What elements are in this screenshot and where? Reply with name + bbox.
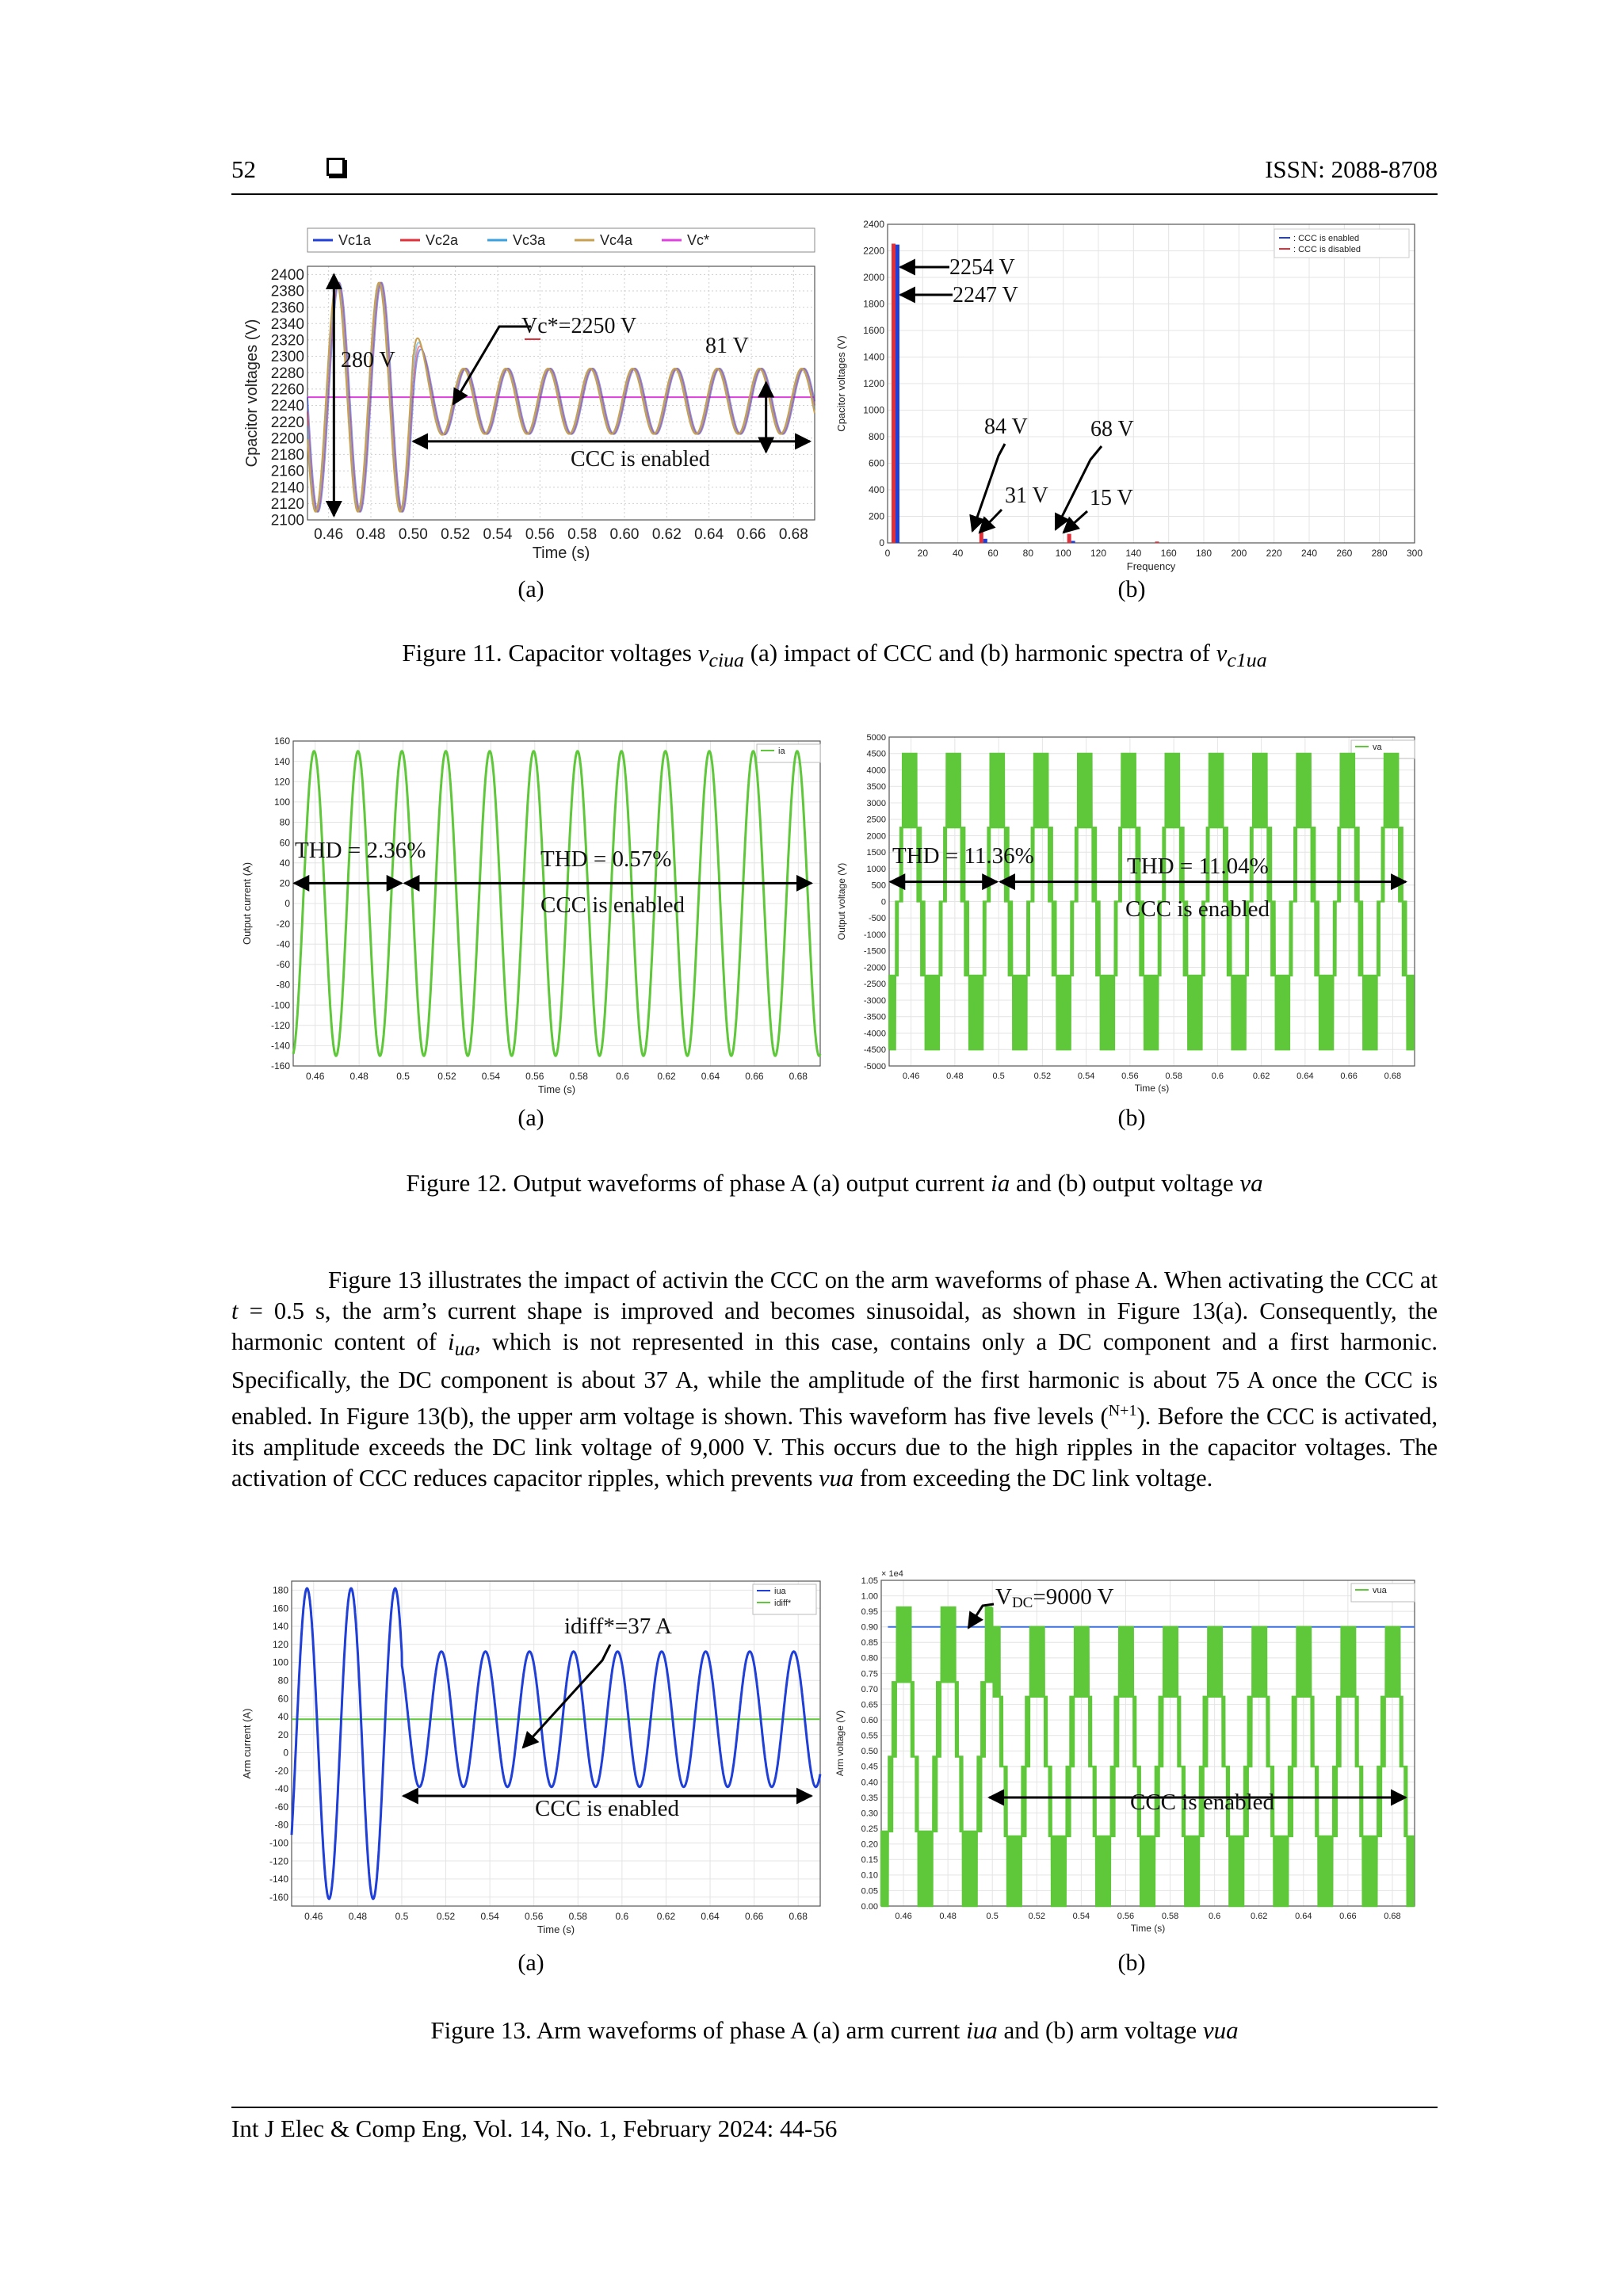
x-tick-label: 0.68: [1384, 1072, 1402, 1081]
x-tick-label: 0.68: [778, 526, 808, 543]
x-tick-label: 0.62: [1252, 1072, 1270, 1081]
legend-label: Vc4a: [600, 232, 633, 248]
label-68: 68 V: [1090, 417, 1134, 441]
ccc-enabled-label: CCC is enabled: [535, 1796, 680, 1821]
x-tick-label: 0.48: [946, 1072, 964, 1081]
ccc-enabled-label: CCC is enabled: [540, 892, 685, 918]
y-axis-label: Output current (A): [241, 861, 253, 946]
x-tick-label: 0.5: [396, 1071, 410, 1082]
x-tick-label: 180: [1195, 548, 1212, 559]
y-tick-label: 800: [868, 431, 884, 443]
footer-rule: [231, 2107, 1438, 2108]
bar-disabled: [892, 243, 896, 543]
x-tick-label: 0.48: [356, 526, 386, 543]
page-number: 52: [231, 155, 256, 183]
legend-box: [307, 228, 815, 252]
x-tick-label: 0.5: [992, 1072, 1005, 1081]
x-tick-label: 0.46: [314, 526, 344, 543]
x-tick-label: 0.52: [441, 526, 471, 543]
y-tick-label: 2340: [270, 315, 304, 333]
x-tick-label: 20: [917, 548, 929, 559]
figure-12b-chart: [832, 729, 1423, 1098]
label-31: 31 V: [1005, 483, 1048, 508]
y-tick-label: -4000: [863, 1029, 886, 1039]
x-tick-label: 0.68: [1384, 1912, 1401, 1921]
x-tick-label: 0.66: [1339, 1912, 1357, 1921]
x-tick-label: 0.66: [745, 1071, 764, 1082]
figure-13a-label: (a): [517, 1950, 544, 1976]
y-tick-label: 0.45: [861, 1762, 878, 1772]
x-tick-label: 0.52: [436, 1911, 456, 1922]
x-tick-label: 0.56: [1121, 1072, 1139, 1081]
y-tick-label: 2100: [270, 512, 304, 529]
x-tick-label: 0.6: [616, 1071, 629, 1082]
legend-box: [757, 744, 820, 762]
y-tick-label: 0.35: [861, 1793, 878, 1803]
y-tick-label: -3000: [863, 995, 886, 1006]
x-tick-label: 0.54: [481, 1071, 501, 1082]
body-paragraph: Figure 13 illustrates the impact of activin the CCC on the arm waveforms of phase A. When activating the CCC at t = 0.5 s, the arm’s current shape is improved and becomes sinusoidal, as shown in Figure 13(a). Consequently, the harmonic content of $i_{ua}$, which is not represented in this case, contains only a DC component and a first harmonic. Specifically, the DC component is about 37 A, while the amplitude of the first harmonic is about 75 A once the CCC is enabled. In Figure 13(b), the upper arm voltage is shown. This waveform has five levels ($^{N+1}$). Before the CCC is activated, its amplitude exceeds the DC link voltage of 9,000 V. This occurs due to the high ripples in the capacitor voltages. The activation of CCC reduces capacitor ripples, which prevents vua from exceeding the DC link voltage.: [231, 1266, 1438, 1492]
y-tick-label: 4000: [866, 766, 886, 776]
legend-label: vua: [1373, 1585, 1387, 1595]
legend-label: va: [1373, 742, 1382, 752]
y-tick-label: 200: [868, 510, 884, 522]
x-tick-label: 0.62: [1250, 1912, 1268, 1921]
y-tick-label: 4500: [866, 749, 886, 759]
x-tick-label: 40: [952, 548, 964, 559]
y-tick-label: 40: [279, 857, 290, 869]
y-tick-label: 1.00: [861, 1591, 878, 1602]
legend-label: Vc2a: [426, 232, 459, 248]
y-tick-label: 0: [283, 1747, 288, 1759]
y-tick-label: 140: [272, 1621, 288, 1633]
square-bullet-icon: [327, 158, 345, 176]
legend-label: idiff*: [774, 1598, 792, 1608]
vdc-label-v: V: [995, 1584, 1012, 1610]
figure-11b-chart: [832, 218, 1423, 571]
y-tick-label: 2200: [863, 245, 884, 257]
figure-11a-label: (a): [517, 576, 544, 602]
figure-11b-label: (b): [1117, 576, 1146, 602]
legend-label: : CCC is disabled: [1293, 245, 1361, 254]
y-tick-label: 2140: [270, 479, 304, 497]
legend-label: Vc3a: [513, 232, 546, 248]
y-tick-label: 2000: [866, 831, 886, 842]
figure-12a-chart: [238, 733, 824, 1098]
y-axis-label: Cpacitor voltages (V): [835, 335, 847, 432]
y-tick-label: -2500: [863, 980, 886, 990]
x-tick-label: 0.5: [986, 1912, 999, 1921]
x-tick-label: 240: [1300, 548, 1318, 559]
y-tick-label: 400: [868, 484, 884, 496]
y-tick-label: 0: [880, 897, 886, 907]
y-tick-label: 0.50: [861, 1747, 878, 1757]
x-tick-label: 0.62: [656, 1911, 676, 1922]
x-tick-label: 80: [1022, 548, 1034, 559]
y-tick-label: -100: [270, 999, 290, 1011]
x-axis-label: Frequency: [1126, 560, 1176, 572]
thd-after-label: THD = 11.04%: [1127, 854, 1269, 879]
y-tick-label: 40: [277, 1711, 288, 1723]
figure-12b-label: (b): [1117, 1105, 1146, 1131]
y-tick-label: -20: [276, 918, 290, 930]
x-tick-label: 0.58: [569, 1071, 588, 1082]
label-84: 84 V: [984, 415, 1028, 439]
x-tick-label: 0.68: [789, 1071, 808, 1082]
vdc-label-value: =9000 V: [1033, 1584, 1114, 1610]
y-tick-label: 0: [879, 537, 884, 549]
y-tick-label: -100: [269, 1837, 288, 1849]
x-tick-label: 220: [1266, 548, 1282, 559]
y-tick-label: -140: [269, 1874, 288, 1885]
label-2247: 2247 V: [953, 283, 1018, 308]
y-tick-label: 2400: [270, 266, 304, 284]
x-axis-label: Time (s): [537, 1924, 575, 1935]
x-tick-label: 300: [1406, 548, 1423, 559]
ccc-enabled-label: CCC is enabled: [571, 447, 710, 472]
y-tick-label: -3500: [863, 1012, 886, 1022]
x-tick-label: 0.48: [348, 1911, 368, 1922]
x-tick-label: 260: [1336, 548, 1353, 559]
figure-11a-chart: [238, 222, 824, 571]
y-tick-label: -160: [270, 1060, 290, 1072]
y-tick-label: -500: [868, 914, 886, 924]
x-tick-label: 0.64: [1295, 1912, 1312, 1921]
y-tick-label: -80: [274, 1819, 288, 1831]
x-axis-label: Time (s): [532, 544, 590, 562]
y-tick-label: 160: [272, 1603, 288, 1614]
x-tick-label: 0.64: [701, 1071, 720, 1082]
y-tick-label: 2260: [270, 381, 304, 399]
x-axis-label: Time (s): [1130, 1923, 1166, 1934]
x-tick-label: 0.56: [1117, 1912, 1135, 1921]
y-tick-label: -60: [274, 1801, 288, 1813]
y-tick-label: 1200: [863, 378, 884, 390]
y-tick-label: -80: [276, 979, 290, 991]
x-axis-label: Time (s): [537, 1083, 576, 1095]
thd-before-label: THD = 2.36%: [295, 838, 426, 863]
y-tick-label: 2240: [270, 398, 304, 415]
issn: ISSN: 2088-8708: [1265, 155, 1438, 183]
y-tick-label: 0.80: [861, 1653, 878, 1664]
reference-label: Vc*=2250 V: [521, 314, 637, 338]
ripple-before-label: 280 V: [341, 348, 395, 372]
header-rule: [231, 193, 1438, 195]
legend-label: iua: [774, 1586, 786, 1596]
y-axis-label: Arm current (A): [241, 1708, 253, 1779]
footer-citation: Int J Elec & Comp Eng, Vol. 14, No. 1, February 2024: 44-56: [231, 2115, 838, 2142]
bar-enabled: [1071, 541, 1075, 543]
y-tick-label: 2400: [863, 219, 884, 231]
y-tick-label: 0.95: [861, 1606, 878, 1617]
y-tick-label: 0.85: [861, 1638, 878, 1648]
x-tick-label: 200: [1231, 548, 1247, 559]
y-tick-label: 0.60: [861, 1715, 878, 1725]
y-tick-label: -120: [269, 1855, 288, 1867]
figure-11-caption: Figure 11. Capacitor voltages $v_{ciua}$ (a) impact of CCC and (b) harmonic spectra of $v_{c1ua}$: [402, 639, 1267, 672]
x-tick-label: 0.58: [1161, 1912, 1179, 1921]
vdc-label-sub: DC: [1011, 1595, 1033, 1611]
x-tick-label: 0.66: [744, 1911, 764, 1922]
y-tick-label: 0.55: [861, 1731, 878, 1741]
idiff-label: idiff*=37 A: [564, 1614, 672, 1639]
y-scale-label: × 1e4: [881, 1569, 903, 1579]
y-tick-label: 2120: [270, 496, 304, 514]
y-tick-label: 0.00: [861, 1901, 878, 1912]
y-tick-label: -4500: [863, 1045, 886, 1056]
y-tick-label: -120: [270, 1019, 290, 1031]
x-tick-label: 0.56: [525, 1071, 544, 1082]
y-tick-label: -60: [276, 959, 290, 971]
y-tick-label: 100: [273, 797, 290, 808]
y-tick-label: 5000: [866, 732, 886, 743]
y-tick-label: 160: [273, 735, 290, 747]
bar-enabled: [896, 245, 899, 543]
y-tick-label: 0.20: [861, 1839, 878, 1850]
y-tick-label: -40: [274, 1783, 288, 1795]
y-tick-label: 80: [277, 1675, 288, 1687]
bar-disabled: [1155, 541, 1159, 543]
y-axis-label: Output voltage (V): [836, 862, 847, 941]
y-tick-label: 120: [272, 1638, 288, 1650]
legend-label: Vc*: [687, 232, 710, 248]
x-tick-label: 0.6: [615, 1911, 629, 1922]
x-tick-label: 0.62: [657, 1071, 676, 1082]
legend-label: ia: [778, 746, 785, 756]
label-15: 15 V: [1090, 486, 1133, 510]
y-tick-label: 1800: [863, 298, 884, 310]
x-tick-label: 0.46: [895, 1912, 912, 1921]
x-tick-label: 0.52: [437, 1071, 456, 1082]
x-tick-label: 0.58: [568, 1911, 587, 1922]
y-axis-label: Cpacitor voltages (V): [243, 319, 261, 468]
x-tick-label: 0.46: [902, 1072, 920, 1081]
x-tick-label: 0.56: [525, 526, 555, 543]
figure-13a-chart: [238, 1573, 824, 1938]
y-tick-label: 2200: [270, 430, 304, 448]
x-tick-label: 0.58: [1165, 1072, 1182, 1081]
x-tick-label: 0.46: [306, 1071, 325, 1082]
y-tick-label: 2360: [270, 300, 304, 317]
y-tick-label: 0: [285, 898, 290, 910]
y-tick-label: 0.40: [861, 1778, 878, 1788]
x-tick-label: 0.64: [701, 1911, 720, 1922]
figure-13b-label: (b): [1117, 1950, 1146, 1976]
y-tick-label: -1000: [863, 930, 886, 940]
y-tick-label: 3500: [866, 782, 886, 793]
y-tick-label: 20: [279, 877, 290, 889]
x-tick-label: 0.64: [1296, 1072, 1314, 1081]
y-tick-label: 0.90: [861, 1622, 878, 1633]
y-tick-label: 140: [273, 755, 290, 767]
y-tick-label: 100: [272, 1656, 288, 1668]
x-tick-label: 0.54: [483, 526, 513, 543]
y-tick-label: 2220: [270, 414, 304, 431]
thd-before-label: THD = 11.36%: [892, 843, 1034, 869]
x-tick-label: 0.62: [651, 526, 682, 543]
y-tick-label: 0.15: [861, 1855, 878, 1866]
legend-box: [1351, 740, 1415, 758]
x-tick-label: 140: [1125, 548, 1142, 559]
x-tick-label: 0.46: [304, 1911, 323, 1922]
x-tick-label: 0.50: [398, 526, 428, 543]
y-tick-label: 180: [272, 1584, 288, 1596]
label-2254: 2254 V: [949, 255, 1015, 280]
y-tick-label: 60: [277, 1693, 288, 1705]
y-tick-label: 2000: [863, 272, 884, 284]
y-tick-label: 0.25: [861, 1824, 878, 1834]
x-tick-label: 0.52: [1028, 1912, 1046, 1921]
y-tick-label: 20: [277, 1729, 288, 1740]
y-tick-label: 2280: [270, 365, 304, 382]
x-tick-label: 0.66: [1340, 1072, 1358, 1081]
y-tick-label: 0.70: [861, 1684, 878, 1694]
y-tick-label: 1400: [863, 351, 884, 363]
y-tick-label: 1000: [866, 864, 886, 874]
ripple-after-label: 81 V: [705, 334, 749, 358]
x-tick-label: 0.56: [525, 1911, 544, 1922]
x-axis-label: Time (s): [1134, 1083, 1170, 1094]
x-tick-label: 0: [884, 548, 891, 559]
figure-13-caption: Figure 13. Arm waveforms of phase A (a) arm current iua and (b) arm voltage vua: [430, 2016, 1239, 2044]
y-tick-label: -1500: [863, 946, 886, 957]
figure-12a-label: (a): [517, 1105, 544, 1131]
y-tick-label: 600: [868, 457, 884, 469]
y-tick-label: 2320: [270, 332, 304, 350]
y-tick-label: 0.30: [861, 1809, 878, 1819]
ccc-enabled-label: CCC is enabled: [1130, 1790, 1275, 1815]
y-tick-label: 3000: [866, 798, 886, 808]
x-tick-label: 0.54: [480, 1911, 499, 1922]
figure-13b-chart: [832, 1569, 1423, 1938]
y-tick-label: -2000: [863, 963, 886, 973]
y-tick-label: 1000: [863, 404, 884, 416]
x-tick-label: 0.48: [939, 1912, 957, 1921]
x-tick-label: 160: [1160, 548, 1177, 559]
y-tick-label: -20: [274, 1765, 288, 1777]
y-tick-label: 0.75: [861, 1669, 878, 1679]
x-tick-label: 0.54: [1077, 1072, 1095, 1081]
x-tick-label: 60: [987, 548, 999, 559]
x-tick-label: 0.58: [567, 526, 598, 543]
y-tick-label: 1600: [863, 325, 884, 337]
x-tick-label: 100: [1055, 548, 1071, 559]
y-tick-label: -5000: [863, 1061, 886, 1072]
y-tick-label: 2380: [270, 283, 304, 300]
x-tick-label: 0.64: [694, 526, 724, 543]
y-tick-label: 120: [273, 776, 290, 788]
x-tick-label: 0.6: [1208, 1912, 1221, 1921]
y-tick-label: 1500: [866, 848, 886, 858]
x-tick-label: 0.68: [789, 1911, 808, 1922]
x-tick-label: 0.48: [349, 1071, 369, 1082]
y-tick-label: -40: [276, 938, 290, 950]
y-tick-label: 0.10: [861, 1870, 878, 1881]
legend-label: Vc1a: [338, 232, 372, 248]
y-tick-label: 2180: [270, 447, 304, 464]
bar-disabled: [980, 532, 983, 543]
y-tick-label: -160: [269, 1891, 288, 1903]
y-axis-label: Arm voltage (V): [834, 1710, 846, 1777]
y-tick-label: -140: [270, 1040, 290, 1052]
y-tick-label: 1.05: [861, 1576, 878, 1586]
y-tick-label: 80: [279, 816, 290, 828]
y-tick-label: 2300: [270, 349, 304, 366]
x-tick-label: 120: [1090, 548, 1107, 559]
y-tick-label: 60: [279, 837, 290, 849]
figure-12-caption: Figure 12. Output waveforms of phase A (a) output current ia and (b) output voltage va: [406, 1169, 1263, 1197]
x-tick-label: 0.6: [1211, 1072, 1224, 1081]
y-tick-label: 2160: [270, 463, 304, 480]
y-tick-label: 2500: [866, 815, 886, 825]
plot-area: [292, 1581, 820, 1906]
y-tick-label: 0.05: [861, 1886, 878, 1897]
x-tick-label: 0.60: [609, 526, 640, 543]
ccc-enabled-label: CCC is enabled: [1125, 896, 1270, 922]
x-tick-label: 0.5: [395, 1911, 409, 1922]
x-tick-label: 0.52: [1033, 1072, 1052, 1081]
x-tick-label: 0.66: [736, 526, 766, 543]
y-tick-label: 500: [871, 881, 886, 891]
legend-label: : CCC is enabled: [1293, 234, 1360, 243]
x-tick-label: 0.54: [1072, 1912, 1090, 1921]
y-tick-label: 0.65: [861, 1700, 878, 1710]
x-tick-label: 280: [1371, 548, 1388, 559]
thd-after-label: THD = 0.57%: [540, 846, 672, 872]
bar-enabled: [983, 539, 987, 543]
bar-disabled: [1067, 534, 1071, 543]
